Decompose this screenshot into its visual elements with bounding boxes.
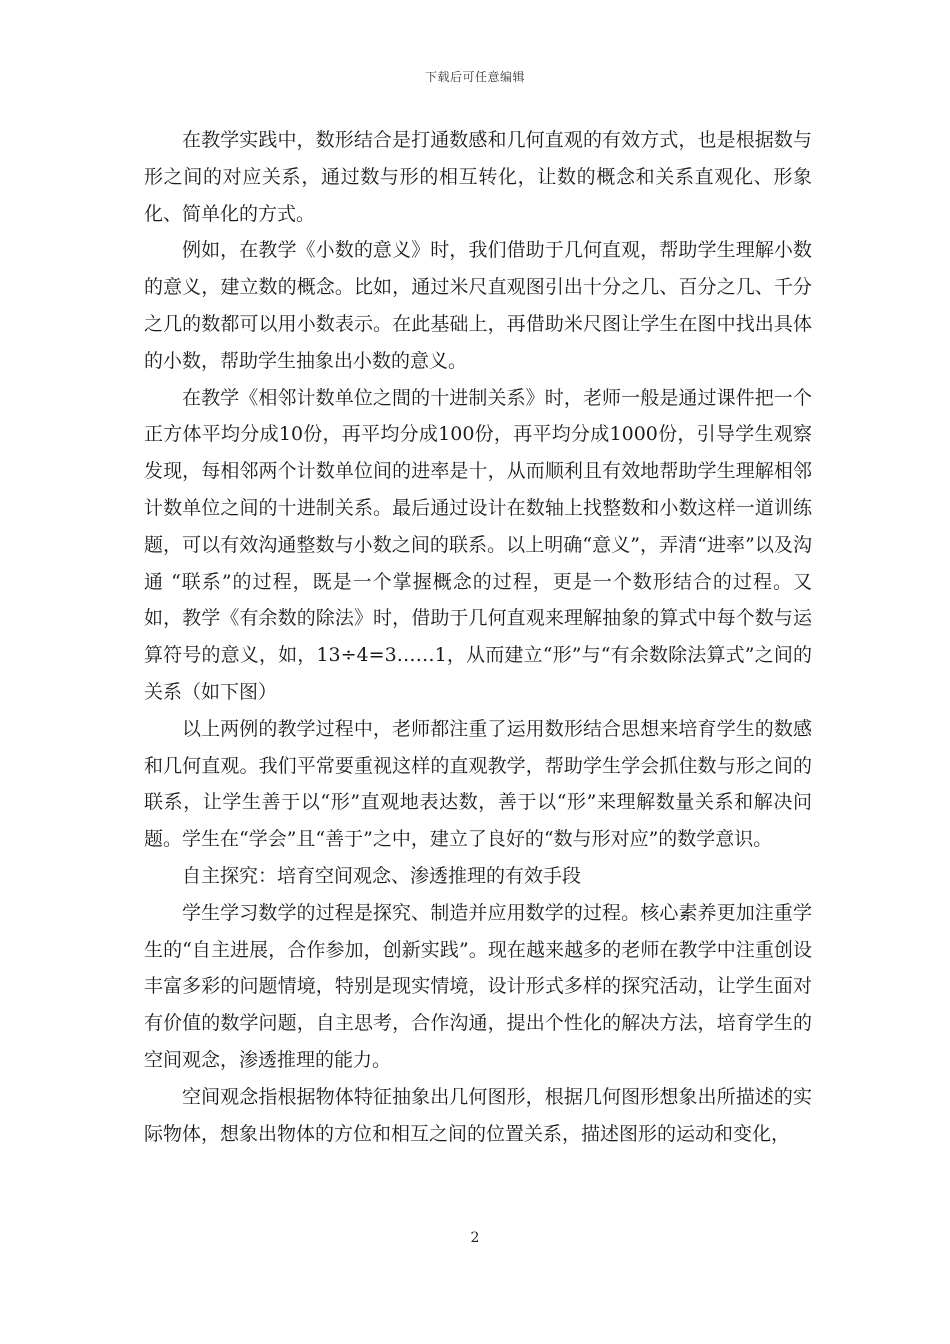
paragraph-spatial-concept: 空间观念指根据物体特征抽象出几何图形，根据几何图形想象出所描述的实际物体，想象出物体的方位和相互之间的位置关系，描述图形的运动和变化，: [144, 1085, 812, 1145]
paragraph-teaching-summary: 以上两例的教学过程中，老师都注重了运用数形结合思想来培育学生的数感和几何直观。我们平常要重视这样的直观教学，帮助学生学会抓住数与形之间的联系，让学生善于以“形”直观地表达数，善于以“形”来理解数量关系和解决问题。学生在“学会”且“善于”之中，建立了良好的“数与形对应”的数学意识。: [144, 717, 812, 851]
paragraph-student-inquiry: 学生学习数学的过程是探究、制造并应用数学的过程。核心素养更加注重学生的“自主进展，合作参加，创新实践”。现在越来越多的老师在教学中注重创设丰富多彩的问题情境，特别是现实情境，设计形式多样的探究活动，让学生面对有价值的数学问题，自主思考，合作沟通，提出个性化的解决方法，培育学生的空间观念，渗透推理的能力。: [144, 901, 812, 1071]
page-header: 下载后可任意编辑: [424, 70, 525, 84]
paragraph-decimal-system-example: 在教学《相邻计数单位之間的十进制关系》时，老师一般是通过课件把一个正方体平均分成10份，再平均分成100份，再平均分成1000份，引导学生观察发现，每相邻两个计数单位间的进率是十，从而顺利且有效地帮助学生理解相邻计数单位之间的十进制关系。最后通过设计在数轴上找整数和小数这样一道训练题，可以有效沟通整数与小数之间的联系。以上明确“意义”，弄清“进率”以及沟通 “联系”的过程，既是一个掌握概念的过程，更是一个数形结合的过程。又如，教学《有余数的除法》时，借助于几何直观来理解抽象的算式中每个数与运算符号的意义，如，13÷4=3……1，从而建立“形”与“有余数除法算式”之间的关系（如下图）: [144, 386, 812, 703]
document-body: [144, 122, 812, 1152]
paragraph-decimal-meaning-example: 例如，在教学《小数的意义》时，我们借助于几何直观，帮助学生理解小数的意义，建立数的概念。比如，通过米尺直观图引出十分之几、百分之几、千分之几的数都可以用小数表示。在此基础上，再借助米尺图让学生在图中找出具体的小数，帮助学生抽象出小数的意义。: [144, 239, 812, 372]
paragraph-number-shape-combination: 在教学实践中，数形结合是打通数感和几何直观的有效方式，也是根据数与形之间的对应关系，通过数与形的相互转化，让数的概念和关系直观化、形象化、简单化的方式。: [144, 129, 812, 225]
page-number: 2: [470, 1230, 480, 1246]
section-heading: 自主探究：培育空间观念、渗透推理的有效手段: [182, 864, 582, 887]
